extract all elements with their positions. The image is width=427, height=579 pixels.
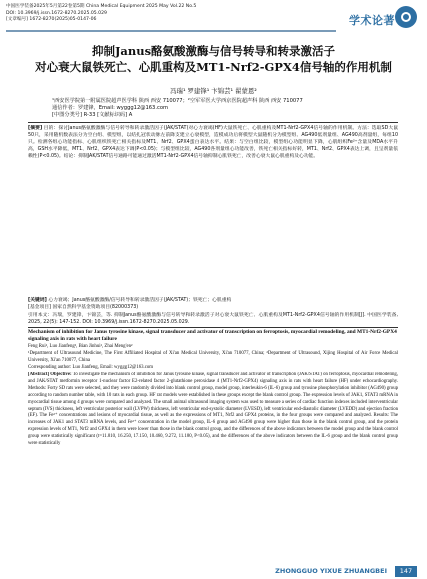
corresponding-author: 通信作者：罗建锋，Email: wyggg12@163.com [52,105,169,111]
section-divider [28,327,398,328]
affiliation: ¹西安医学院第一附属医院超声医学科 陕西 西安 710077；²空军军医大学西京医院超声科 陕西 西安 710077 [52,98,303,104]
english-corresponding: Corresponding author: Luo Jianfeng, Email: wyggg12@163.com [28,365,153,370]
english-affiliations: ¹Department of Ultrasound Medicine, The First Affiliated Hospital of Xi'an Medical University, Xi'an 710077, China; ²Department of Ultrasound, Xijing Hospital of Air Force Medical University, Xi'an 710077, China [28,351,398,363]
english-title: Mechanism of inhibition for Janus tyrosine kinase, signal transducer and activator of transcription on ferroptosis, myocardial remodeling, and MT1-Nrf2-GPX4 signaling axis in rats with heart failure [28,329,397,343]
footer-brand: ZHONGGUO YIXUE ZHUANGBEI [275,567,387,575]
citation: 引用本文：冯瑞，罗建锋，卞锦芸，等. 抑制Janus酪氨酸激酶与信号转导和转录激活子对心衰大鼠铁死亡、心肌重构及MT1-Nrf2-GPX4信号轴的作用机制[J]. 中国医学装备, 2025, 22(5): 147-152. DOI: 10.3969/j.issn.1672-8270.2025.05.029. [28,313,398,326]
page-number: 147 [395,566,417,577]
english-abstract-label: [Abstract] Objective: [28,372,72,377]
english-abstract-text: To investigate the mechanism of inhibition for Janus tyrosine kinase, signal transducer and activator of transcription (JAK/STAT) on ferroptosis, myocardial remodeling, and JAK/STAT metformin receptor 1-nuclear factor E2-related factor 2-glutathione peroxidase 4 (MT1-Nrf2-GPX4) signaling axis in rats with heart failure (HF) under echocardiography. Methods: Forty SD rats were selected, and they were randomly divided into blank control group, model group, interleukin-6 (IL-6) group and tyrosine phosphorylation inhibitor (AG490) group according to random number table, with 10 rats in each group. HF rat models were established in these groups except the blank control group. The expression levels of JAK1, STAT3 mRNA in myocardial tissue among 4 groups were compared and analyzed. The small animal ultrasound imaging system was used to measure a series of cardiac function indexes included interventricular septum (IVS) thickness, left ventricular posterior wall (LVPW) thickness, left ventricular end-systolic diameter (LVESD), left ventricular end-diastolic diameter (LVEDD) and ejection fraction (EF). The Fe²⁺ concentrations and lesions of myocardial tissue, as well as the expressions of MT1, Nrf2 and GPX4 proteins, in the four groups were compared and analyzed. Results: The increases of JAK1 and STAT3 mRNA levels, and Fe²⁺ concentration in the model group, IL-6 group and AG490 group were higher than those in the blank control group, and the protein expression levels of MT1, Nrf2 and GPX4 in them were lower than those in the blank control group, and the differences of the above indicators between the model group and the blank control group were statistically significant (t=11.810, 16.250, 17.150, 10.460, 9.272, 11.180, P<0.05), and the differences of the above indicators between the IL-6 group and the blank control group were statistically [28,372,398,447]
page-header [0,0,427,38]
author-list: 冯瑞¹ 罗建锋¹ 卞锦芸¹ 翟蒙恩² [170,87,257,95]
section-divider [28,122,398,123]
keywords-label: [关键词] [28,298,47,303]
fund-info: [基金项目] 国家自然科学基金资助项目(82000373) [28,305,139,310]
abstract-text: 目的：探讨Janus酪氨酸激酶与信号转导和转录激活因子(JAK/STAT)对心力衰竭(HF)大鼠铁死亡、心肌重构及MT1-Nrf2-GPX4信号轴的作用机制。方法：选取SD大鼠50只，采用随机数表法分为空白组、模型组，以结扎冠状动脉左前降支建立心衰模型，造模成功后将模型大鼠随机分为模型组、AG490低剂量组、AG490高剂量组，每组10只。检测各组心功能指标、心肌组织铁死亡相关指标及MT1、Nrf2、GPX4蛋白表达水平。结果：与空白组比较，模型组心功能明显下降，心肌组织Fe²⁺含量及MDA水平升高，GSH水平降低，MT1、Nrf2、GPX4表达下调(P<0.05)；与模型组比较，AG490各剂量组心功能改善，铁死亡相关指标好转，MT1、Nrf2、GPX4表达上调，且呈剂量依赖性(P<0.05)。结论：抑制JAK/STAT信号通路可能通过激活MT1-Nrf2-GPX4信号轴抑制心肌铁死亡，改善心衰大鼠心肌重构及心功能。 [28,126,398,160]
journal-info [6,4,196,24]
chinese-abstract [28,125,398,295]
classification: [中图分类号] R-33 [文献标识码] A [52,112,133,118]
title-line-2: 对心衰大鼠铁死亡、心肌重构及MT1-Nrf2-GPX4信号轴的作用机制 [35,60,392,74]
page-footer [0,566,427,579]
abstract-label: [摘要] [28,126,43,131]
doi-line: DOI: 10.3969/j.issn.1672-8270.2025.05.029 [6,10,107,16]
section-brand: 学术论著 [349,14,395,27]
article-number-line: [文章编号] 1672-8270(2025)05-0147-06 [6,17,97,23]
keywords-text: 心力衰竭；Janus酪氨酸激酶/信号转导和转录激活因子(JAK/STAT)；铁死亡；心肌重构 [48,298,232,303]
english-authors: Feng Rui¹, Luo Jianfeng¹, Bian Jinhui¹, Zhai Meng'en² [28,344,133,349]
title-line-1: 抑制Janus酪氨酸激酶与信号转导和转录激活子 [91,44,336,58]
journal-logo-icon [395,6,417,28]
header-rule [6,30,336,32]
english-abstract [28,372,398,564]
journal-line: 中国医学装备2025年5月第22卷第5期 China Medical Equipment 2025 May Vol.22 No.5 [6,4,197,9]
